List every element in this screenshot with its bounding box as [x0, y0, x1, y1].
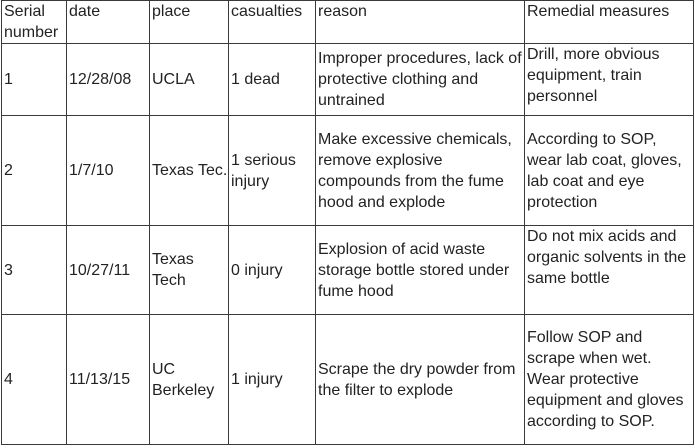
header-serial-number: Serial number [2, 1, 67, 44]
cell-casualties: 1 dead [229, 44, 316, 116]
cell-serial: 4 [2, 315, 67, 445]
table-row [2, 116, 694, 226]
header-remedial-measures: Remedial measures [525, 1, 694, 44]
cell-casualties: 1 serious injury [229, 116, 316, 226]
table-row [2, 226, 694, 315]
table-row [2, 44, 694, 116]
incident-table [1, 0, 694, 445]
cell-reason: Scrape the dry powder from the filter to explode [316, 315, 525, 445]
cell-casualties: 0 injury [229, 226, 316, 315]
cell-serial: 1 [2, 44, 67, 116]
cell-place: Texas Tec. [150, 116, 229, 226]
cell-remedy: Do not mix acids and organic solvents in the same bottle [525, 226, 694, 315]
cell-serial: 3 [2, 226, 67, 315]
cell-reason: Explosion of acid waste storage bottle stored under fume hood [316, 226, 525, 315]
header-date: date [67, 1, 150, 44]
cell-place: UCLA [150, 44, 229, 116]
header-casualties: casualties [229, 1, 316, 44]
cell-serial: 2 [2, 116, 67, 226]
cell-remedy: According to SOP, wear lab coat, gloves, lab coat and eye protection [525, 116, 694, 226]
header-place: place [150, 1, 229, 44]
header-reason: reason [316, 1, 525, 44]
cell-reason: Improper procedures, lack of protective clothing and untrained [316, 44, 525, 116]
cell-casualties: 1 injury [229, 315, 316, 445]
cell-remedy: Follow SOP and scrape when wet. Wear protective equipment and gloves according to SOP. [525, 315, 694, 445]
cell-date: 10/27/11 [67, 226, 150, 315]
cell-date: 1/7/10 [67, 116, 150, 226]
cell-date: 12/28/08 [67, 44, 150, 116]
cell-remedy: Drill, more obvious equipment, train personnel [525, 44, 694, 116]
cell-place: UC Berkeley [150, 315, 229, 445]
cell-date: 11/13/15 [67, 315, 150, 445]
table-row [2, 315, 694, 445]
header-row [2, 1, 694, 44]
cell-reason: Make excessive chemicals, remove explosive compounds from the fume hood and explode [316, 116, 525, 226]
cell-place: Texas Tech [150, 226, 229, 315]
